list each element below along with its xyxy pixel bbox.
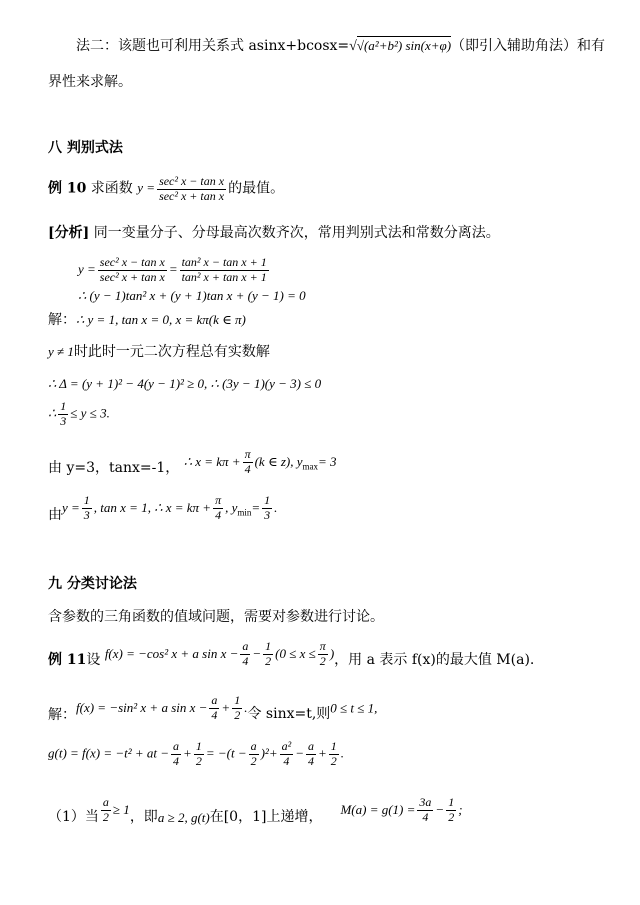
solution10-line3: 解：∴ y = 1, tan x = 0, x = kπ(k ∈ π): [48, 312, 246, 328]
solution10-delta: ∴ Δ = (y + 1)² − 4(y − 1)² ≥ 0, ∴ (3y − 1)(y − 3) ≤ 0: [48, 376, 322, 391]
intro9: 含参数的三角函数的值域问题，需要对参数进行讨论。: [48, 609, 384, 625]
method2-line2: 界性来求解。: [48, 74, 132, 90]
solution10-range: ∴ $\frac{1}{3}$ ≤ y ≤ 3.: [48, 399, 110, 428]
analysis-label: [分析]: [48, 225, 90, 241]
solution10-max: 由 y=3，tanx=-1， ∴ x = kπ + $\frac{\pi}{4}$ (k ∈ z), $y_{max}= 3$: [48, 447, 337, 477]
example11-label: 例 11: [48, 652, 87, 668]
method2-prefix: 法二：该题也可利用关系式 asinx+bcosx=: [76, 38, 350, 54]
example10-formula: y = $\frac{\text{sec² x − tan x}}{\text{sec² x + tan x}}$: [137, 174, 225, 203]
method2-suffix: （即引入辅助角法）和有: [451, 38, 606, 54]
solution10-line2: ∴ (y − 1)tan² x + (y + 1)tan x + (y − 1) = 0: [78, 288, 306, 303]
example10-label: 例 10: [48, 180, 87, 197]
section9-heading: 九 分类讨论法: [48, 576, 137, 592]
analysis-line: [分析] 同一变量分子、分母最高次数齐次，常用判别式法和常数分离法。: [48, 225, 500, 241]
case1-line: （1）当 $\frac{a}{2}$ ≥ 1，即a ≥ 2, g(t)在[0，1]上递增， M(a) = g(1) = $\frac{3a}{4}$ − $\frac{1}{2}$ ;: [48, 795, 463, 825]
method2-formula: √√(a²+b²) sin(x+φ): [349, 38, 452, 54]
solution10-ne1: y ≠ 1时此时一元二次方程总有实数解: [48, 344, 270, 360]
section8-heading: 八 判别式法: [48, 140, 123, 156]
method2-line1: [76, 38, 605, 56]
solution10-min: 由y = $\frac{1}{3}$ , tan x = 1, ∴ x = kπ + $\frac{\pi}{4}$ , $y_{min}=$ $\frac{1}{3}$ .: [48, 493, 278, 523]
solution11-g-line: g(t) = f(x) = −t² + at − $\frac{a}{4}$ + $\frac{1}{2}$ = −(t − $\frac{a}{2}$ )²+ $\frac{\text{a²}}{4}$ − $\frac{a}{4}$ + $\frac{1}{2}$ .: [48, 739, 345, 768]
example10-line: 例 10 求函数 y = $\frac{\text{sec² x − tan x}}{\text{sec² x + tan x}}$ 的最值。: [48, 174, 285, 203]
example11-line: 例 11设 f(x) = −cos² x + a sin x − $\frac{a}{4}$ − $\frac{1}{2}$ (0 ≤ x ≤ $\frac{\pi}{2}$ )，用 a 表示 f(x)的最大值 M(a).: [48, 639, 535, 669]
solution11-line1: 解：f(x) = −sin² x + a sin x − $\frac{a}{4}$ + $\frac{1}{2}$ .令 sinx=t,则0 ≤ t ≤ 1,: [48, 693, 378, 723]
solution10-line1: y = $\frac{\text{sec² x − tan x}}{\text{sec² x + tan x}}$ = $\frac{\text{tan² x − tan x + 1}}{\text{tan² x + tan x + 1}}$: [78, 255, 267, 284]
